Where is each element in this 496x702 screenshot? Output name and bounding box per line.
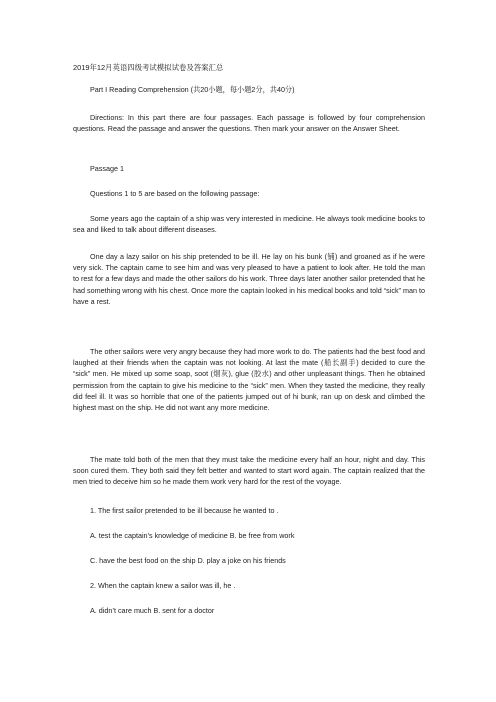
- question-1: 1. The first sailor pretended to be ill because he wanted to .: [90, 506, 279, 515]
- part-heading: Part I Reading Comprehension (共20小题，每小题2分，共40分): [90, 85, 295, 94]
- questions-intro: Questions 1 to 5 are based on the following passage:: [90, 189, 260, 198]
- paragraph-2: One day a lazy sailor on his ship pretended to be ill. He lay on his bunk (铺) and groaned as if he were very sick. The captain came to see him and was very pleased to have a patient to look after. He told the man to rest for a few days and made the other sailors do his work. Three days later another sailor pretended that he had something wrong with his chest. Once more the captain looked in his medical books and told “sick” man to have a rest.: [73, 252, 425, 306]
- paragraph-3: The other sailors were very angry because they had more work to do. The patients had the best food and laughed at their friends when the captain was not looking. At last the mate (船长副手) decided to cure the “sick” men. He mixed up some soap, soot (烟灰), glue (胶水) and other unpleasant things. Then he obtained permission from the captain to give his medicine to the “sick” men. When they tasted the medicine, they really did feel ill. It was so horrible that one of the patients jumped out of hi bunk, ran up on desk and climbed the highest mast on the ship. He did not want any more medicine.: [73, 347, 425, 413]
- passage-label: Passage 1: [90, 164, 124, 173]
- document-title: 2019年12月英语四级考试模拟试卷及答案汇总: [73, 63, 224, 72]
- question-1-options-ab: A. test the captain’s knowledge of medicine B. be free from work: [90, 531, 295, 540]
- paragraph-4: The mate told both of the men that they must take the medicine every half an hour, night and day. This soon cured them. They both said they felt better and wanted to start word again. The captain realized that the men tried to deceive him so he made them work very hard for the rest of the voyage.: [73, 455, 425, 487]
- question-2: 2. When the captain knew a sailor was ill, he .: [90, 581, 236, 590]
- paragraph-1: Some years ago the captain of a ship was very interested in medicine. He always took medicine books to sea and liked to talk about different diseases.: [73, 214, 425, 235]
- directions: Directions: In this part there are four passages. Each passage is followed by four comprehension questions. Read the passage and answer the questions. Then mark your answer on the Answer Sheet.: [73, 113, 425, 134]
- question-2-options-ab: A. didn’t care much B. sent for a doctor: [90, 606, 215, 615]
- question-1-options-cd: C. have the best food on the ship D. play a joke on his friends: [90, 556, 286, 565]
